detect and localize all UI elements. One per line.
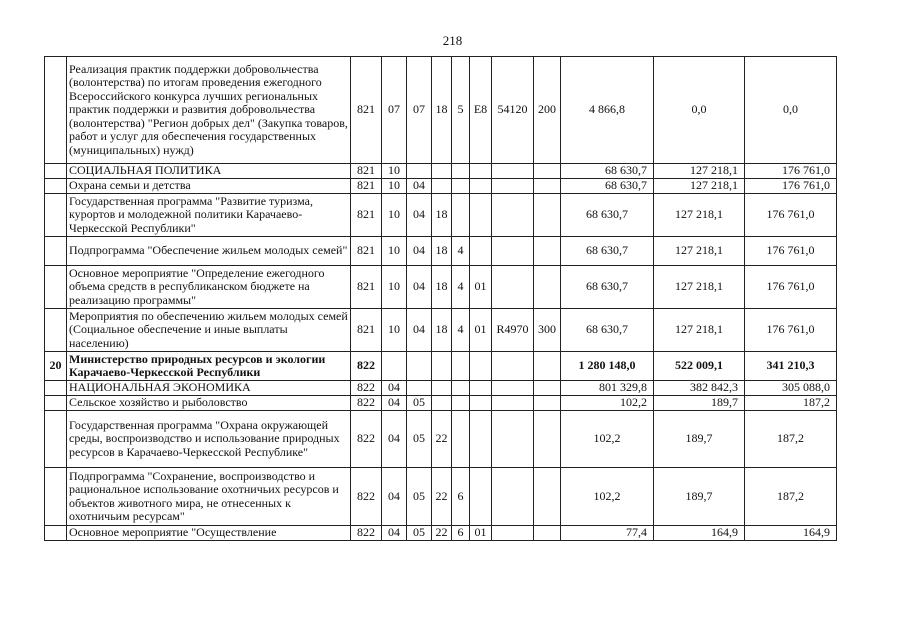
cell-p3 — [470, 194, 492, 237]
cell-num — [45, 164, 67, 179]
cell-y2: 127 218,1 — [654, 194, 745, 237]
cell-rz: 04 — [382, 468, 407, 526]
cell-rz: 10 — [382, 194, 407, 237]
cell-p1 — [432, 381, 452, 396]
table-row — [45, 164, 837, 179]
cell-name: Министерство природных ресурсов и экологии Карачаево-Черкесской Республики — [67, 352, 351, 381]
cell-p4 — [492, 352, 534, 381]
cell-p2: 4 — [452, 309, 470, 352]
cell-y3: 176 761,0 — [745, 309, 837, 352]
cell-p4 — [492, 194, 534, 237]
cell-y2: 189,7 — [654, 411, 745, 468]
cell-y3: 176 761,0 — [745, 179, 837, 194]
cell-y2: 164,9 — [654, 526, 745, 541]
cell-y1: 801 329,8 — [561, 381, 654, 396]
table-row — [45, 411, 837, 468]
cell-rz: 10 — [382, 309, 407, 352]
cell-p1 — [432, 396, 452, 411]
cell-pr: 05 — [407, 468, 432, 526]
cell-vr: 300 — [534, 309, 561, 352]
cell-name: СОЦИАЛЬНАЯ ПОЛИТИКА — [67, 164, 351, 179]
cell-rz: 10 — [382, 237, 407, 266]
cell-p2 — [452, 411, 470, 468]
cell-name: Основное мероприятие "Определение ежегодного объема средств в республиканском бюджете на реализацию программы" — [67, 266, 351, 309]
cell-vr — [534, 266, 561, 309]
cell-p1: 22 — [432, 411, 452, 468]
cell-y3: 0,0 — [745, 57, 837, 164]
cell-vr — [534, 526, 561, 541]
cell-num — [45, 411, 67, 468]
cell-grbs: 822 — [351, 396, 382, 411]
cell-pr: 04 — [407, 179, 432, 194]
cell-name: НАЦИОНАЛЬНАЯ ЭКОНОМИКА — [67, 381, 351, 396]
cell-name: Государственная программа "Развитие туризма, курортов и молодежной политики Карачаево-Черкесской Республики" — [67, 194, 351, 237]
cell-p4: R4970 — [492, 309, 534, 352]
cell-p3: 01 — [470, 266, 492, 309]
cell-name: Мероприятия по обеспечению жильем молодых семей (Социальное обеспечение и иные выплаты населению) — [67, 309, 351, 352]
cell-p2 — [452, 164, 470, 179]
cell-p2 — [452, 352, 470, 381]
cell-grbs: 821 — [351, 164, 382, 179]
cell-vr — [534, 194, 561, 237]
page-number: 218 — [442, 33, 463, 48]
cell-pr: 04 — [407, 309, 432, 352]
cell-pr — [407, 381, 432, 396]
cell-num — [45, 396, 67, 411]
cell-name: Реализация практик поддержки добровольчества (волонтерства) по итогам проведения ежегодного Всероссийского конкурса лучших региональных практик поддержки и развития добровольчества (волонтерства) "Регион добрых дел" (Закупка товаров, работ и услуг для обеспечения государственных (муниципальных) нужд) — [67, 57, 351, 164]
cell-p4: 54120 — [492, 57, 534, 164]
cell-y2: 189,7 — [654, 396, 745, 411]
cell-p1: 18 — [432, 57, 452, 164]
cell-p2: 6 — [452, 468, 470, 526]
cell-grbs: 822 — [351, 381, 382, 396]
table-row — [45, 526, 837, 541]
budget-table — [44, 56, 837, 541]
cell-name: Подпрограмма "Сохранение, воспроизводство и рациональное использование охотничьих ресурсов и объектов животного мира, не отнесенных к охотничьим ресурсам" — [67, 468, 351, 526]
cell-y1: 102,2 — [561, 468, 654, 526]
cell-vr — [534, 468, 561, 526]
cell-y3: 164,9 — [745, 526, 837, 541]
cell-y1: 77,4 — [561, 526, 654, 541]
cell-p1: 18 — [432, 237, 452, 266]
cell-y3: 187,2 — [745, 411, 837, 468]
table-row — [45, 179, 837, 194]
cell-y2: 522 009,1 — [654, 352, 745, 381]
cell-rz: 04 — [382, 526, 407, 541]
table-row — [45, 237, 837, 266]
cell-p2: 6 — [452, 526, 470, 541]
cell-pr — [407, 164, 432, 179]
cell-num: 20 — [45, 352, 67, 381]
cell-num — [45, 179, 67, 194]
cell-num — [45, 468, 67, 526]
cell-p2: 5 — [452, 57, 470, 164]
cell-y1: 68 630,7 — [561, 194, 654, 237]
cell-pr: 04 — [407, 194, 432, 237]
cell-y2: 127 218,1 — [654, 164, 745, 179]
cell-p4 — [492, 237, 534, 266]
cell-vr — [534, 381, 561, 396]
table-row — [45, 194, 837, 237]
cell-p2 — [452, 381, 470, 396]
cell-p3 — [470, 237, 492, 266]
cell-y2: 127 218,1 — [654, 179, 745, 194]
cell-vr — [534, 411, 561, 468]
cell-vr — [534, 352, 561, 381]
cell-pr: 04 — [407, 237, 432, 266]
cell-y3: 176 761,0 — [745, 164, 837, 179]
cell-y1: 102,2 — [561, 411, 654, 468]
cell-pr — [407, 352, 432, 381]
cell-grbs: 822 — [351, 411, 382, 468]
table-row — [45, 266, 837, 309]
cell-y1: 68 630,7 — [561, 266, 654, 309]
cell-p3 — [470, 352, 492, 381]
cell-y2: 189,7 — [654, 468, 745, 526]
cell-p2 — [452, 396, 470, 411]
cell-y2: 127 218,1 — [654, 237, 745, 266]
cell-vr — [534, 396, 561, 411]
cell-y3: 341 210,3 — [745, 352, 837, 381]
cell-num — [45, 194, 67, 237]
cell-p3 — [470, 411, 492, 468]
cell-grbs: 822 — [351, 526, 382, 541]
cell-grbs: 822 — [351, 352, 382, 381]
cell-vr — [534, 237, 561, 266]
cell-num — [45, 57, 67, 164]
cell-p3 — [470, 468, 492, 526]
cell-grbs: 821 — [351, 179, 382, 194]
cell-y2: 382 842,3 — [654, 381, 745, 396]
cell-rz — [382, 352, 407, 381]
cell-pr: 04 — [407, 266, 432, 309]
cell-p3 — [470, 381, 492, 396]
cell-p4 — [492, 266, 534, 309]
cell-vr — [534, 164, 561, 179]
cell-grbs: 821 — [351, 237, 382, 266]
cell-y2: 127 218,1 — [654, 309, 745, 352]
cell-name: Основное мероприятие "Осуществление — [67, 526, 351, 541]
cell-p1 — [432, 164, 452, 179]
cell-p1: 18 — [432, 266, 452, 309]
cell-p4 — [492, 396, 534, 411]
cell-p4 — [492, 468, 534, 526]
table-row — [45, 396, 837, 411]
cell-p3: 01 — [470, 526, 492, 541]
cell-name: Сельское хозяйство и рыболовство — [67, 396, 351, 411]
cell-pr: 07 — [407, 57, 432, 164]
table-row — [45, 468, 837, 526]
cell-y1: 102,2 — [561, 396, 654, 411]
cell-y1: 4 866,8 — [561, 57, 654, 164]
table-row — [45, 352, 837, 381]
cell-vr — [534, 179, 561, 194]
cell-y2: 0,0 — [654, 57, 745, 164]
cell-grbs: 821 — [351, 309, 382, 352]
cell-pr: 05 — [407, 411, 432, 468]
cell-pr: 05 — [407, 396, 432, 411]
cell-y3: 176 761,0 — [745, 194, 837, 237]
cell-num — [45, 381, 67, 396]
cell-y3: 305 088,0 — [745, 381, 837, 396]
cell-name: Подпрограмма "Обеспечение жильем молодых семей" — [67, 237, 351, 266]
cell-p3: 01 — [470, 309, 492, 352]
cell-p2: 4 — [452, 237, 470, 266]
cell-y2: 127 218,1 — [654, 266, 745, 309]
table-row — [45, 381, 837, 396]
cell-p4 — [492, 526, 534, 541]
cell-rz: 10 — [382, 179, 407, 194]
cell-p3 — [470, 396, 492, 411]
cell-num — [45, 526, 67, 541]
cell-pr: 05 — [407, 526, 432, 541]
cell-p1: 22 — [432, 468, 452, 526]
cell-y3: 187,2 — [745, 468, 837, 526]
cell-rz: 07 — [382, 57, 407, 164]
cell-p3 — [470, 164, 492, 179]
cell-y1: 68 630,7 — [561, 237, 654, 266]
cell-y3: 187,2 — [745, 396, 837, 411]
cell-num — [45, 309, 67, 352]
cell-name: Государственная программа "Охрана окружающей среды, воспроизводство и использование природных ресурсов в Карачаево-Черкесской Республике" — [67, 411, 351, 468]
cell-y1: 1 280 148,0 — [561, 352, 654, 381]
table-row — [45, 309, 837, 352]
cell-y1: 68 630,7 — [561, 179, 654, 194]
cell-p2: 4 — [452, 266, 470, 309]
cell-rz: 10 — [382, 266, 407, 309]
cell-vr: 200 — [534, 57, 561, 164]
cell-p2 — [452, 179, 470, 194]
cell-p4 — [492, 164, 534, 179]
cell-p4 — [492, 179, 534, 194]
cell-p2 — [452, 194, 470, 237]
cell-rz: 04 — [382, 396, 407, 411]
cell-rz: 04 — [382, 381, 407, 396]
cell-grbs: 821 — [351, 57, 382, 164]
cell-grbs: 822 — [351, 468, 382, 526]
table-row — [45, 57, 837, 164]
cell-grbs: 821 — [351, 266, 382, 309]
cell-p1: 22 — [432, 526, 452, 541]
cell-p3 — [470, 179, 492, 194]
cell-p1: 18 — [432, 309, 452, 352]
cell-p1 — [432, 352, 452, 381]
cell-p4 — [492, 411, 534, 468]
cell-rz: 04 — [382, 411, 407, 468]
cell-p3: E8 — [470, 57, 492, 164]
cell-num — [45, 266, 67, 309]
cell-y1: 68 630,7 — [561, 164, 654, 179]
cell-name: Охрана семьи и детства — [67, 179, 351, 194]
cell-rz: 10 — [382, 164, 407, 179]
cell-p1: 18 — [432, 194, 452, 237]
cell-y3: 176 761,0 — [745, 266, 837, 309]
cell-p1 — [432, 179, 452, 194]
cell-y3: 176 761,0 — [745, 237, 837, 266]
cell-y1: 68 630,7 — [561, 309, 654, 352]
cell-grbs: 821 — [351, 194, 382, 237]
cell-p4 — [492, 381, 534, 396]
cell-num — [45, 237, 67, 266]
